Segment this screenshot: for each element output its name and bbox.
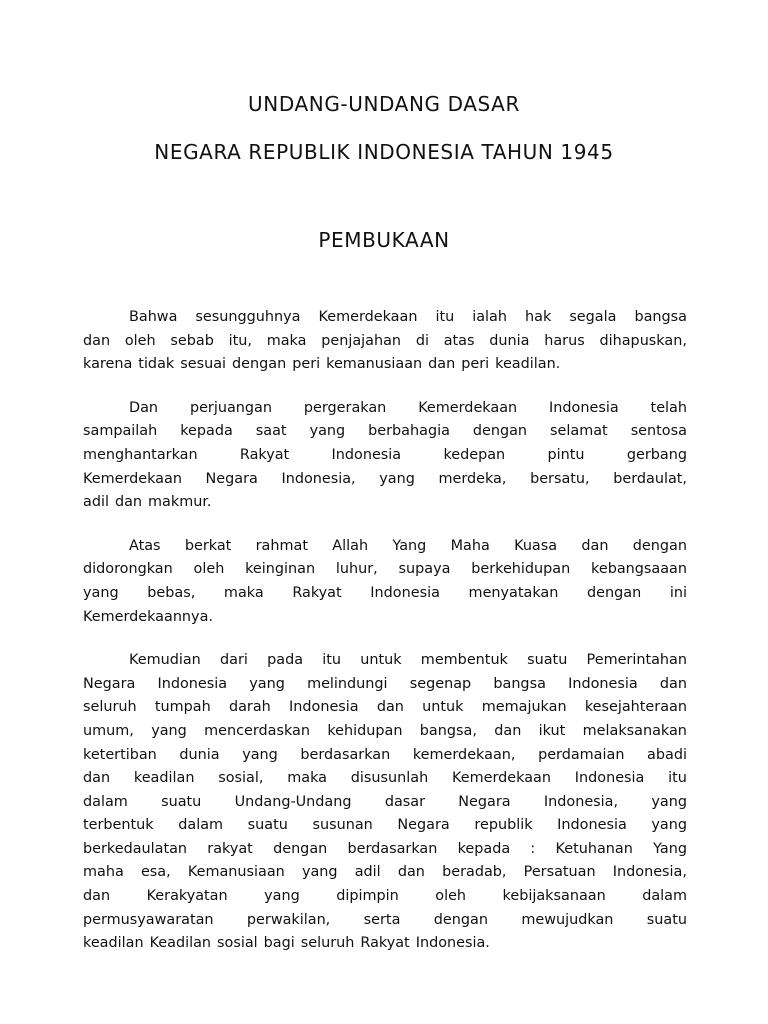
paragraph-line: didorongkan oleh keinginan luhur, supaya berkehidupan kebangsaaan [83,561,687,578]
paragraph-line: maha esa, Kemanusiaan yang adil dan beradab, Persatuan Indonesia, [83,864,687,881]
paragraph-line: keadilan Keadilan sosial bagi seluruh Rakyat Indonesia. [83,935,490,952]
paragraph-line: dan oleh sebab itu, maka penjajahan di atas dunia harus dihapuskan, [83,332,687,349]
document-body [83,306,687,976]
paragraph-line: Negara Indonesia yang melindungi segenap bangsa Indonesia dan [83,675,687,692]
paragraph-line: terbentuk dalam suatu susunan Negara republik Indonesia yang [83,817,687,834]
paragraph [83,306,687,377]
document-subtitle: NEGARA REPUBLIK INDONESIA TAHUN 1945 [154,140,614,164]
paragraph-line: Kemerdekaan Negara Indonesia, yang merdeka, bersatu, berdaulat, [83,470,687,487]
paragraph [83,649,687,956]
paragraph-line: permusyawaratan perwakilan, serta dengan mewujudkan suatu [83,911,687,928]
paragraph [83,535,687,629]
paragraph-line: adil dan makmur. [83,494,212,511]
paragraph-line: Kemudian dari pada itu untuk membentuk suatu Pemerintahan [129,652,687,669]
paragraph-line: yang bebas, maka Rakyat Indonesia menyatakan dengan ini [83,584,687,601]
paragraph-line: Atas berkat rahmat Allah Yang Maha Kuasa dan dengan [129,537,687,554]
document-title: UNDANG-UNDANG DASAR [248,92,520,116]
paragraph-line: dan Kerakyatan yang dipimpin oleh kebijaksanaan dalam [83,888,687,905]
paragraph [83,397,687,515]
paragraph-line: Dan perjuangan pergerakan Kemerdekaan Indonesia telah [129,399,687,416]
paragraph-line: dalam suatu Undang-Undang dasar Negara Indonesia, yang [83,793,687,810]
paragraph-line: Bahwa sesungguhnya Kemerdekaan itu ialah hak segala bangsa [129,309,687,325]
paragraph-line: sampailah kepada saat yang berbahagia dengan selamat sentosa [83,423,687,440]
paragraph-line: karena tidak sesuai dengan peri kemanusiaan dan peri keadilan. [83,356,561,373]
paragraph-line: ketertiban dunia yang berdasarkan kemerdekaan, perdamaian abadi [83,746,687,763]
paragraph-line: umum, yang mencerdaskan kehidupan bangsa, dan ikut melaksanakan [83,722,687,739]
paragraph-line: menghantarkan Rakyat Indonesia kedepan pintu gerbang [83,446,687,463]
section-title: PEMBUKAAN [318,228,450,252]
paragraph-line: berkedaulatan rakyat dengan berdasarkan kepada : Ketuhanan Yang [83,840,687,857]
paragraph-line: dan keadilan sosial, maka disusunlah Kemerdekaan Indonesia itu [83,770,687,787]
paragraph-line: seluruh tumpah darah Indonesia dan untuk memajukan kesejahteraan [83,699,687,716]
paragraph-line: Kemerdekaannya. [83,608,213,625]
